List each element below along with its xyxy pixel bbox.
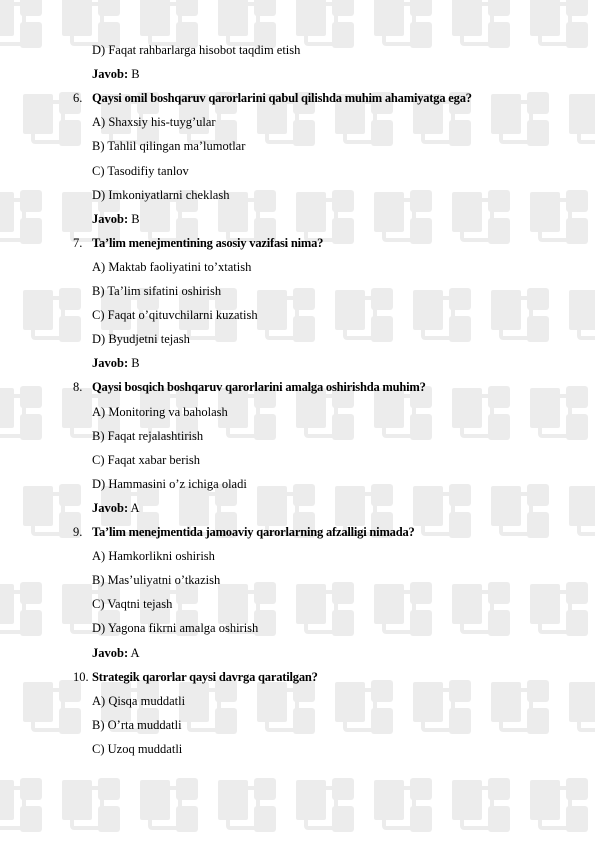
document-stack-watermark-icon <box>214 774 280 836</box>
document-stack-watermark-icon <box>565 284 595 346</box>
document-stack-watermark-icon <box>448 774 514 836</box>
option-line: D) Yagona fikrni amalga oshirish <box>92 621 259 635</box>
option-line: A) Shaxsiy his-tuyg’ular <box>92 115 216 129</box>
option-line: D) Faqat rahbarlarga hisobot taqdim etish <box>92 43 301 57</box>
document-stack-watermark-icon <box>448 0 514 52</box>
option-line: B) Mas’uliyatni o’tkazish <box>92 573 221 587</box>
option-line: A) Hamkorlikni oshirish <box>92 549 215 563</box>
document-stack-watermark-icon <box>0 0 46 52</box>
option-line: A) Monitoring va baholash <box>92 405 228 419</box>
option-line: C) Vaqtni tejash <box>92 597 173 611</box>
document-stack-watermark-icon <box>448 186 514 248</box>
option-line: C) Faqat o’qituvchilarni kuzatish <box>92 308 258 322</box>
document-stack-watermark-icon <box>136 774 202 836</box>
document-stack-watermark-icon <box>487 88 553 150</box>
question-number: 10. <box>73 670 89 684</box>
document-stack-watermark-icon <box>526 578 592 640</box>
document-stack-watermark-icon <box>58 774 124 836</box>
document-stack-watermark-icon <box>487 480 553 542</box>
answer-label: Javob: <box>92 212 129 226</box>
document-stack-watermark-icon <box>0 382 46 444</box>
document-stack-watermark-icon <box>292 578 358 640</box>
question-text: Ta’lim menejmentining asosiy vazifasi nima? <box>92 236 324 250</box>
option-line: C) Tasodifiy tanlov <box>92 164 189 178</box>
question-text: Qaysi bosqich boshqaruv qarorlarini amalga oshirishda muhim? <box>92 380 426 394</box>
document-stack-watermark-icon <box>331 284 397 346</box>
question-number: 7. <box>73 236 83 250</box>
document-stack-watermark-icon <box>487 676 553 738</box>
answer-label: Javob: <box>92 67 129 81</box>
question-number: 8. <box>73 380 83 394</box>
document-stack-watermark-icon <box>292 774 358 836</box>
document-stack-watermark-icon <box>253 676 319 738</box>
answer-label: Javob: <box>92 501 129 515</box>
document-stack-watermark-icon <box>526 0 592 52</box>
document-stack-watermark-icon <box>487 284 553 346</box>
answer-label: Javob: <box>92 646 129 660</box>
option-line: A) Qisqa muddatli <box>92 694 186 708</box>
document-stack-watermark-icon <box>526 382 592 444</box>
answer-line <box>92 645 140 661</box>
document-stack-watermark-icon <box>19 284 85 346</box>
document-stack-watermark-icon <box>526 774 592 836</box>
question-number: 6. <box>73 91 83 105</box>
document-stack-watermark-icon <box>565 480 595 542</box>
answer-value: A <box>128 646 140 660</box>
option-line: D) Byudjetni tejash <box>92 332 190 346</box>
document-stack-watermark-icon <box>0 186 46 248</box>
document-stack-watermark-icon <box>448 382 514 444</box>
document-stack-watermark-icon <box>370 0 436 52</box>
document-stack-watermark-icon <box>292 0 358 52</box>
answer-line <box>92 500 140 516</box>
document-stack-watermark-icon <box>448 578 514 640</box>
option-line: B) Ta’lim sifatini oshirish <box>92 284 222 298</box>
document-stack-watermark-icon <box>409 676 475 738</box>
document-stack-watermark-icon <box>565 676 595 738</box>
question-text: Ta’lim menejmentida jamoaviy qarorlarning afzalligi nimada? <box>92 525 415 539</box>
document-stack-watermark-icon <box>565 88 595 150</box>
document-stack-watermark-icon <box>370 774 436 836</box>
answer-line <box>92 66 140 82</box>
option-line: A) Maktab faoliyatini to’xtatish <box>92 260 252 274</box>
answer-value: B <box>128 356 140 370</box>
answer-value: B <box>128 67 140 81</box>
document-stack-watermark-icon <box>370 578 436 640</box>
document-stack-watermark-icon <box>19 676 85 738</box>
document-stack-watermark-icon <box>370 186 436 248</box>
answer-value: A <box>128 501 140 515</box>
answer-label: Javob: <box>92 356 129 370</box>
document-stack-watermark-icon <box>331 676 397 738</box>
document-stack-watermark-icon <box>253 284 319 346</box>
document-stack-watermark-icon <box>526 186 592 248</box>
option-line: B) Faqat rejalashtirish <box>92 429 204 443</box>
document-stack-watermark-icon <box>0 578 46 640</box>
document-stack-watermark-icon <box>409 480 475 542</box>
question-text: Strategik qarorlar qaysi davrga qaratilgan? <box>92 670 318 684</box>
document-stack-watermark-icon <box>0 774 46 836</box>
answer-value: B <box>128 212 140 226</box>
option-line: B) O’rta muddatli <box>92 718 182 732</box>
option-line: B) Tahlil qilingan ma’lumotlar <box>92 139 246 153</box>
option-line: D) Hammasini o’z ichiga oladi <box>92 477 247 491</box>
question-text: Qaysi omil boshqaruv qarorlarini qabul qilishda muhim ahamiyatga ega? <box>92 91 472 105</box>
option-line: D) Imkoniyatlarni cheklash <box>92 188 230 202</box>
document-stack-watermark-icon <box>409 284 475 346</box>
answer-line <box>92 355 140 371</box>
answer-line <box>92 211 140 227</box>
question-number: 9. <box>73 525 83 539</box>
option-line: C) Uzoq muddatli <box>92 742 183 756</box>
option-line: C) Faqat xabar berish <box>92 453 200 467</box>
